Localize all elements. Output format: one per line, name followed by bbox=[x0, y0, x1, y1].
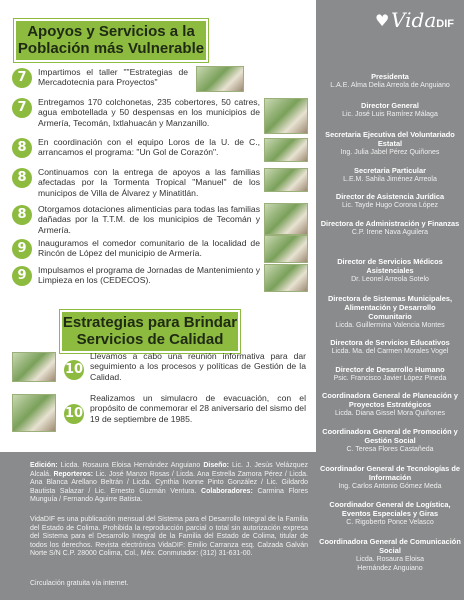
directory-entry bbox=[316, 101, 464, 119]
logo-vida: Vida bbox=[391, 8, 437, 32]
number-badge: 8 bbox=[12, 168, 32, 188]
directory-title: Director de Servicios Médicos Asistenciales bbox=[337, 257, 443, 275]
event-photo bbox=[264, 98, 308, 134]
directory-name: Lic. José Luis Ramírez Málaga bbox=[342, 111, 438, 118]
legal-text: VidaDIF es una publicación mensual del Sistema para el Desarrollo Integral de la Familia del Estado de Colima. Prohibida la reproducción parcial o total sin autorización expresa del Sistema para el Desarrollo Integral de la Familia del Estado de Colima, titular de todos los derechos. Revista electrónica VidaDIF: Emilio Carranza esq. Calzada Galván Norte S/N C.P. 28000 Colima, Col., Méx. Conmutador: (312) 31-631-00. bbox=[30, 516, 308, 558]
number-badge: 7 bbox=[12, 68, 32, 88]
logo-dif: DIF bbox=[436, 18, 454, 30]
directory-entry bbox=[316, 365, 464, 383]
directory-name: Licda. Rosaura Eloisa Hernández Anguiano bbox=[355, 556, 425, 572]
directory-entry bbox=[316, 130, 464, 157]
item-text: Entregamos 170 colchonetas, 235 cobertores, 50 catres, agua embotellada y 50 despensas en los municipios de Armería, Tecomán, Ixtlahuacán y Manzanillo. bbox=[38, 97, 260, 128]
directory-title: Presidenta bbox=[371, 72, 409, 81]
directory-title: Coordinador General de Logística, Eventos Especiales y Giras bbox=[329, 500, 451, 518]
heading-line-2: Servicios de Calidad bbox=[76, 331, 224, 348]
list-item bbox=[12, 352, 308, 392]
event-photo bbox=[264, 264, 308, 292]
directory-title: Secretaria Ejecutiva del Voluntariado Estatal bbox=[325, 130, 455, 148]
vidadif-logo bbox=[375, 8, 454, 32]
directory-entry bbox=[316, 500, 464, 527]
number-badge: 8 bbox=[12, 138, 32, 158]
item-text: Inauguramos el comedor comunitario de la localidad de Rincón de López del municipio de Armería. bbox=[38, 238, 260, 259]
item-text: Llevamos a cabo una reunión informativa para dar seguimiento a los procesos y políticas de Gestión de la Calidad. bbox=[90, 351, 306, 382]
directory-entry bbox=[316, 257, 464, 284]
reporteros-value: Lic. José Manzo Rosas / Licda. Ana Estrella Zamora Pérez / Licda. Ana Blanca Arellano Beltrán / Licda. Cynthia Ivonne Pinto González / Lic. Gildardo Bautista Salazar / Lic. Ernesto Guzmán Ventura. bbox=[30, 470, 308, 495]
item-text: Otorgamos dotaciones alimenticias para todas las familias dañadas por la T.T.M. de los municipios de Tecomán y Armería. bbox=[38, 204, 260, 235]
directory-entry bbox=[316, 391, 464, 418]
directory-title: Director General bbox=[361, 101, 419, 110]
heading-line-2: Población más Vulnerable bbox=[17, 40, 205, 57]
directory-name: Licda. Diana Gissel Mora Quiñones bbox=[334, 410, 446, 417]
directory-title: Director de Asistencia Jurídica bbox=[335, 192, 445, 201]
list-item bbox=[12, 239, 308, 261]
colaboradores-label: Colaboradores: bbox=[201, 487, 253, 495]
directory-title: Directora de Sistemas Municipales, Alimentación y Desarrollo Comunitario bbox=[327, 294, 453, 321]
directory-name: C. Rigoberto Ponce Velasco bbox=[346, 519, 434, 526]
number-badge: 7 bbox=[12, 98, 32, 118]
directory-entry bbox=[316, 72, 464, 90]
directory-column bbox=[316, 0, 464, 600]
directory-title: Coordinadora General de Planeación y Proyectos Estratégicos bbox=[322, 391, 458, 409]
directory-name: Dr. Leonel Arreola Sotelo bbox=[351, 276, 429, 283]
number-badge: 10 bbox=[64, 404, 84, 424]
directory-title: Secretaria Particular bbox=[354, 166, 426, 175]
event-photo bbox=[264, 168, 308, 192]
directory-title: Directora de Administración y Finanzas bbox=[320, 219, 460, 228]
directory-name: C. Teresa Flores Castañeda bbox=[346, 446, 434, 453]
directory-name: Ing. Carlos Antonio Gómez Meda bbox=[338, 483, 442, 490]
heading-line-1: Estrategias para Brindar bbox=[62, 314, 238, 331]
directory-title: Coordinadora General de Comunicación Social bbox=[319, 537, 461, 555]
event-photo bbox=[12, 352, 56, 382]
edicion-label: Edición: bbox=[30, 462, 58, 469]
directory-title: Coordinadora General de Promoción y Gestión Social bbox=[322, 427, 458, 445]
diseno-label: Diseño: bbox=[203, 462, 230, 469]
event-photo bbox=[264, 235, 308, 263]
list-item bbox=[12, 98, 308, 134]
directory-entry bbox=[316, 537, 464, 573]
section-heading-estrategias bbox=[60, 310, 240, 353]
directory-title: Director de Desarrollo Humano bbox=[335, 365, 445, 374]
event-photo bbox=[264, 203, 308, 235]
colaboradores-value: Carmina Flores Munguía / Fernando Aguirre Batista. bbox=[30, 487, 308, 504]
directory-entry bbox=[316, 192, 464, 210]
directory-entry bbox=[316, 427, 464, 454]
directory-name: Licda. Ma. del Carmen Morales Vogel bbox=[331, 348, 449, 355]
heading-line-1: Apoyos y Servicios a la bbox=[27, 23, 195, 40]
number-badge: 8 bbox=[12, 205, 32, 225]
number-badge: 9 bbox=[12, 239, 32, 259]
event-photo bbox=[196, 66, 244, 92]
list-item bbox=[12, 205, 308, 235]
directory-title: Directora de Servicios Educativos bbox=[330, 338, 450, 347]
item-text: Impulsamos el programa de Jornadas de Mantenimiento y Limpieza en los (CEDECOS). bbox=[38, 265, 260, 286]
list-item bbox=[12, 266, 308, 288]
directory-entry bbox=[316, 294, 464, 330]
section-heading-apoyos bbox=[14, 19, 208, 62]
item-text: Realizamos un simulacro de evacuación, con el propósito de conmemorar el 28 aniversario del sismo del 19 de septiembre de 1985. bbox=[90, 393, 306, 424]
directory-name: Licda. Guillermina Valencia Montes bbox=[335, 322, 445, 329]
item-text: Continuamos con la entrega de apoyos a las familias afectadas por la Tormenta Tropical "Manuel" de los municipos de Villa de Álvarez y Minatitlán. bbox=[38, 167, 260, 198]
directory-entry bbox=[316, 219, 464, 237]
directory-title: Coordinador General de Tecnologías de Información bbox=[320, 464, 460, 482]
edicion-value: Licda. Rosaura Eloisa Hernández Anguiano bbox=[60, 462, 201, 469]
item-text: Impartimos el taller ""Estrategias de Mercadotecnia para Proyectos" bbox=[38, 67, 188, 88]
list-item bbox=[12, 138, 308, 162]
directory-name: C.P. Irene Nava Aguilera bbox=[351, 229, 429, 236]
list-item bbox=[12, 68, 308, 92]
number-badge: 10 bbox=[64, 360, 84, 380]
directory-entry bbox=[316, 338, 464, 356]
item-text: En coordinación con el equipo Loros de la U. de C., arrancamos el programa: "Un Gol de Corazón". bbox=[38, 137, 260, 158]
directory-name: L.E.M. Sahila Jiménez Arreola bbox=[343, 176, 437, 183]
directory-name: Lic. Tayde Hugo Corona López bbox=[342, 202, 438, 209]
directory-entry bbox=[316, 166, 464, 184]
list-item bbox=[12, 394, 308, 434]
heart-icon: ♥ bbox=[375, 11, 390, 30]
directory-entry bbox=[316, 464, 464, 491]
event-photo bbox=[264, 138, 308, 162]
event-photo bbox=[12, 394, 56, 432]
directory-name: Psic. Francisco Javier López Pineda bbox=[333, 375, 447, 382]
number-badge: 9 bbox=[12, 266, 32, 286]
reporteros-label: Reporteros: bbox=[53, 470, 94, 478]
list-item bbox=[12, 168, 308, 200]
circulation-text: Circulación gratuita vía internet. bbox=[30, 580, 129, 587]
credits-footer bbox=[0, 452, 316, 600]
credits-block bbox=[30, 462, 308, 505]
directory-name: L.A.E. Alma Delia Arreola de Anguiano bbox=[330, 82, 450, 89]
diseno-value: Lic. J. Jesús Velázquez Alcalá. bbox=[30, 462, 308, 478]
directory-name: Ing. Julia Jabel Pérez Quiñones bbox=[340, 149, 440, 156]
